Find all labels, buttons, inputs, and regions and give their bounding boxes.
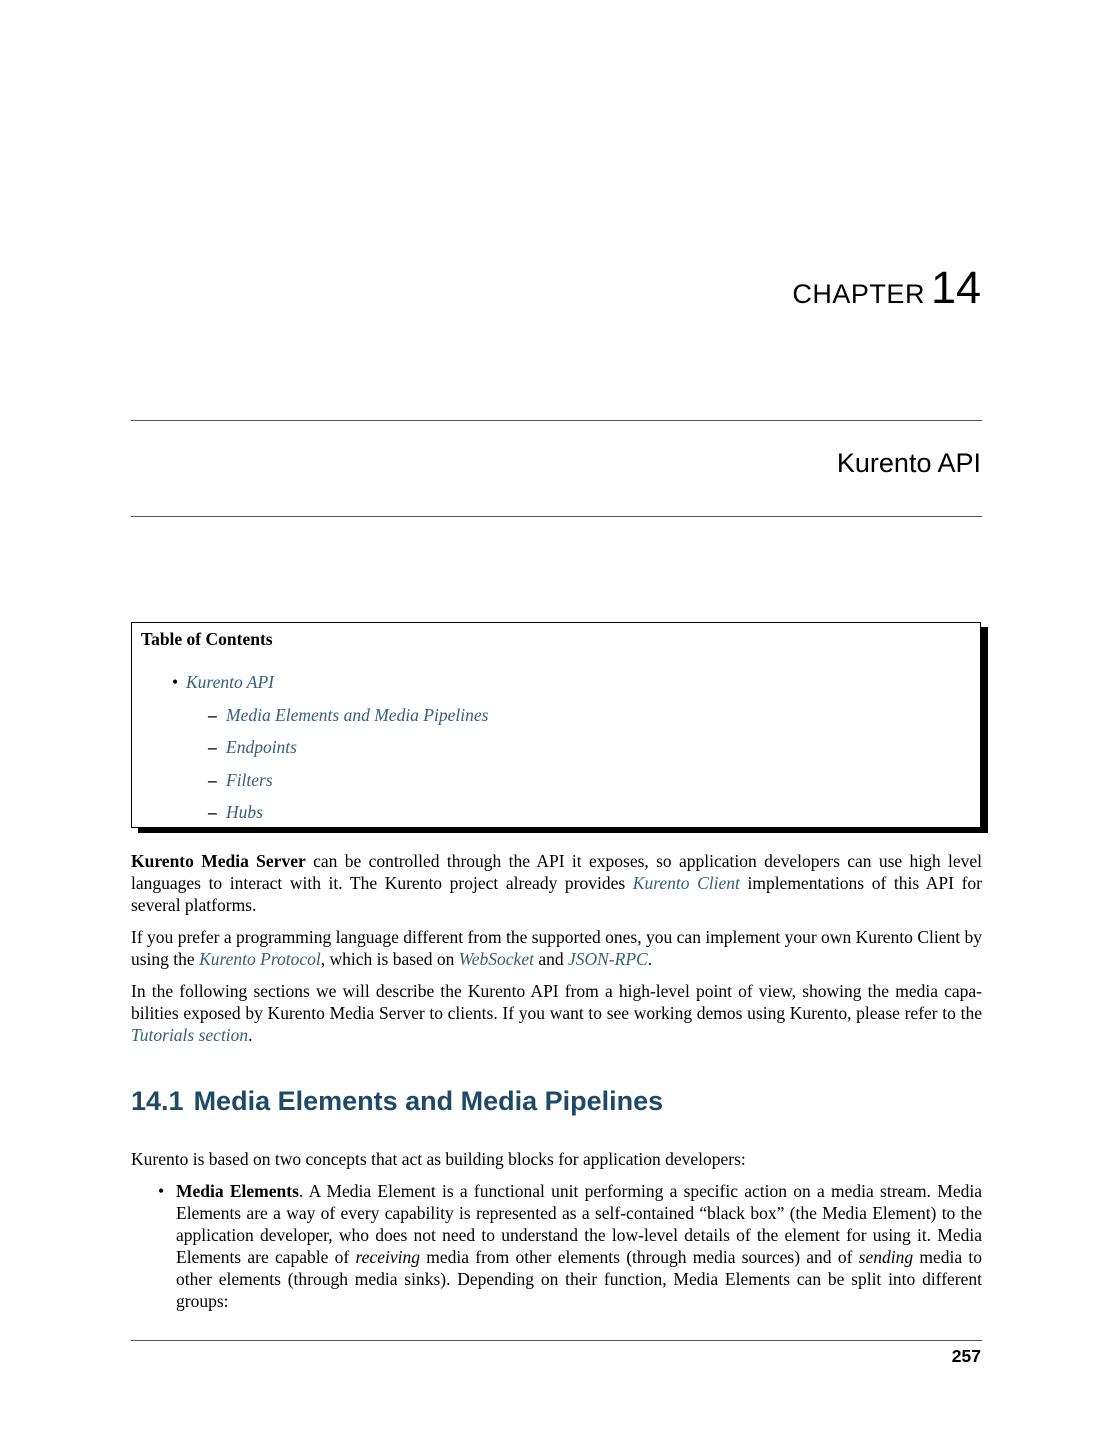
toc-link-endpoints[interactable]: Endpoints xyxy=(226,737,297,757)
section-heading xyxy=(131,1086,663,1117)
toc-dash: – xyxy=(208,705,217,725)
toc-dash: – xyxy=(208,802,217,822)
bullet-mark: • xyxy=(158,1181,165,1201)
toc-link-kurento-api[interactable]: Kurento API xyxy=(186,672,274,692)
footer-rule xyxy=(131,1340,982,1341)
json-rpc-link[interactable]: JSON-RPC xyxy=(567,949,648,969)
p2-text-d: . xyxy=(647,949,653,969)
intro-paragraph-3 xyxy=(131,980,982,1046)
kurento-protocol-link[interactable]: Kurento Protocol xyxy=(199,949,321,969)
toc-title: Table of Contents xyxy=(141,629,273,649)
toc-subitem-media-elements xyxy=(208,705,488,726)
media-elements-bullet xyxy=(176,1180,982,1312)
section-lead-paragraph: Kurento is based on two concepts that act as building blocks for application developers: xyxy=(131,1149,746,1169)
intro-paragraph-1 xyxy=(131,850,982,916)
chapter-header xyxy=(792,262,981,314)
page-number: 257 xyxy=(951,1346,981,1366)
kurento-client-link[interactable]: Kurento Client xyxy=(632,873,740,893)
title-bottom-rule xyxy=(131,516,982,517)
toc-link-filters[interactable]: Filters xyxy=(226,770,273,790)
websocket-link[interactable]: WebSocket xyxy=(458,949,534,969)
title-top-rule xyxy=(131,420,982,421)
p1-text-b: implementations of this API for several platforms. xyxy=(131,873,982,915)
chapter-number: 14 xyxy=(930,262,981,313)
p2-text-c: and xyxy=(533,949,568,969)
sending-emphasis: sending xyxy=(858,1247,914,1267)
toc-box xyxy=(131,622,981,828)
toc-dash: – xyxy=(208,770,217,790)
toc-bullet: • xyxy=(172,672,179,692)
toc-link-hubs[interactable]: Hubs xyxy=(226,802,263,822)
chapter-label: CHAPTER xyxy=(792,279,925,309)
chapter-title: Kurento API xyxy=(836,448,981,478)
bullet-text-c: media to other elements (through media sinks). Depending on their function, Media Elements can be split into different groups: xyxy=(176,1247,982,1311)
toc-link-media-elements[interactable]: Media Elements and Media Pipelines xyxy=(226,705,489,725)
toc-item-kurento-api xyxy=(172,672,274,693)
p1-text-a: can be controlled through the API it exposes, so application developers can use high level languages to interact with it. The Kurento project already provides xyxy=(131,851,983,893)
p2-text-b: , which is based on xyxy=(320,949,459,969)
toc-subitem-hubs xyxy=(208,802,263,823)
section-number: 14.1 xyxy=(131,1086,184,1116)
toc-dash: – xyxy=(208,737,217,757)
p2-text-a: If you prefer a programming language different from the supported ones, you can implement your own Kurento Client by using the xyxy=(131,927,982,969)
bullet-text-b: media from other elements (through media sources) and of xyxy=(419,1247,859,1267)
media-elements-bold: Media Elements xyxy=(176,1181,299,1201)
section-title: Media Elements and Media Pipelines xyxy=(193,1086,664,1116)
intro-paragraph-2 xyxy=(131,926,982,970)
bullet-text-a: . A Media Element is a functional unit performing a specific action on a media stream. Media Elements are a way of every capability is represented as a self-contained “black box” (the Media Element) to the application developer, who does not need to understand the low-level details of the element for using it. Media Elements are capable of xyxy=(176,1181,982,1267)
receiving-emphasis: receiving xyxy=(355,1247,420,1267)
kms-bold: Kurento Media Server xyxy=(131,851,306,871)
toc-subitem-endpoints xyxy=(208,737,297,758)
toc-subitem-filters xyxy=(208,770,273,791)
p3-text-a: In the following sections we will describe the Kurento API from a high-level point of view, showing the media capa-bilities exposed by Kurento Media Server to clients. If you want to see working demos using Kurento, please refer to the xyxy=(131,981,982,1023)
p3-text-b: . xyxy=(248,1025,253,1045)
tutorials-section-link[interactable]: Tutorials section xyxy=(131,1025,249,1045)
